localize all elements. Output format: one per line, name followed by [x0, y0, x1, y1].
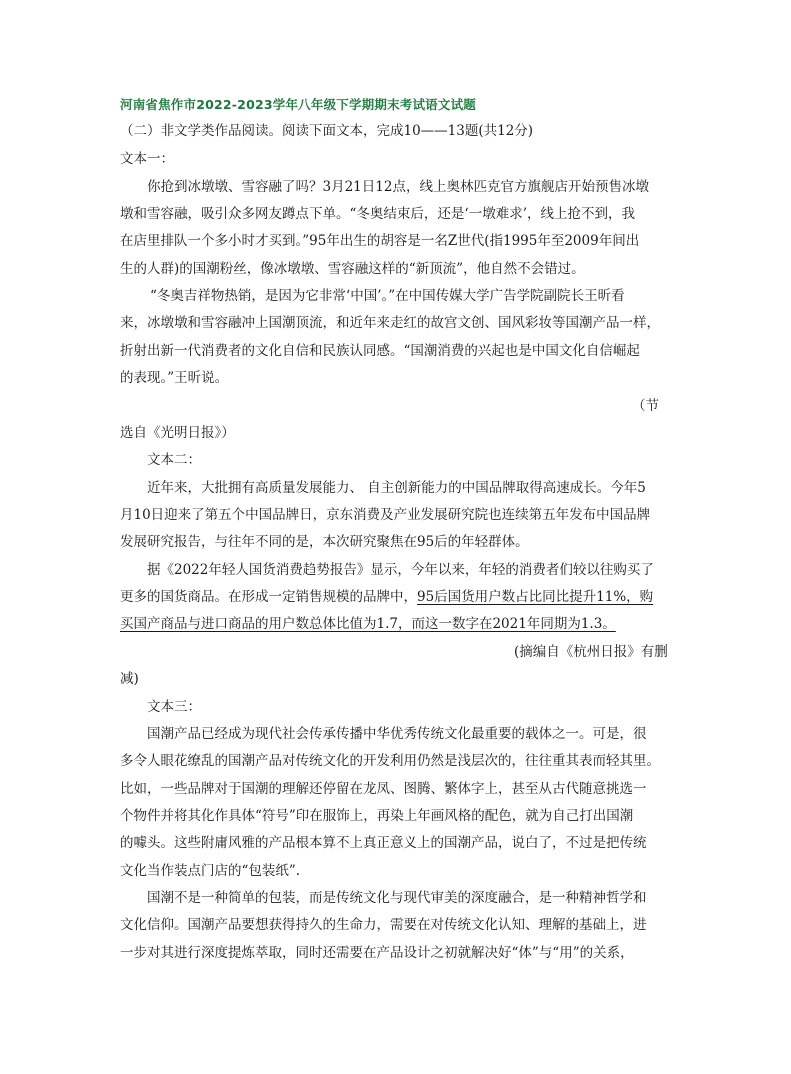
text3-p1-line5: 的噱头。这些附庸风雅的产品根本算不上真正意义上的国潮产品，说白了，不过是把传统: [120, 835, 647, 851]
text2-p1-line3: 发展研究报告，与往年不同的是，本次研究聚焦在95后的年轻群体。: [120, 534, 529, 550]
text2-p2-line2: [120, 587, 653, 607]
text2-source-part2: 减): [120, 671, 139, 687]
text1-p1-line1: 你抢到冰墩墩、雪容融了吗？3月21日12点，线上奥林匹克官方旗舰店开始预售冰墩: [147, 179, 649, 195]
text2-p2-line1: 据《2022年轻人国货消费趋势报告》显示，今年以来，年轻的消费者们较以往购买了: [147, 562, 654, 578]
text2-label: 文本二：: [147, 452, 201, 468]
text1-p2-line2: 来，冰墩墩和雪容融冲上国潮顶流，和近年来走红的故宫文创、国风彩妆等国潮产品一样，: [120, 315, 660, 331]
text2-underlined-statistic: 95后国货用户数占比同比提升11%，购: [417, 589, 654, 605]
text2-p2-line2-plain: 更多的国货商品。在形成一定销售规模的品牌中，: [120, 589, 417, 605]
text2-p1-line2: 月10日迎来了第五个中国品牌日，京东消费及产业发展研究院也连续第五年发布中国品牌: [120, 507, 651, 523]
text3-p1-line1: 国潮产品已经成为现代社会传承传播中华优秀传统文化最重要的载体之一。可是，很: [147, 726, 647, 742]
text2-p2-line3-underlined: 买国产商品与进口商品的用户数总体比值为1.7，而这一数字在2021年同期为1.3。: [120, 616, 616, 632]
page-title: 河南省焦作市2022-2023学年八年级下学期期末考试语文试题: [120, 97, 476, 112]
text1-p1-line4: 生的人群)的国潮粉丝，像冰墩墩、雪容融这样的“新顶流”，他自然不会错过。: [120, 261, 585, 277]
text1-p1-line3: 在店里排队一个多小时才买到。”95年出生的胡容是一名Z世代(指1995年至2009年间出: [120, 233, 640, 249]
text1-source-part2: 选自《光明日报》）: [120, 425, 235, 441]
text1-p2-line1: “冬奥吉祥物热销，是因为它非常‘中国’。”在中国传媒大学广告学院副院长王昕看: [150, 288, 625, 304]
text1-p2-line4: 的表现。”王昕说。: [120, 370, 229, 386]
text2-p1-line1: 近年来，大批拥有高质量发展能力、 自主创新能力的中国品牌取得高速成长。今年5: [147, 480, 646, 496]
text3-p2-line3: 一步对其进行深度提炼萃取，同时还需要在产品设计之初就解决好“体”与“用”的关系，: [120, 945, 634, 961]
text1-p2-line3: 折射出新一代消费者的文化自信和民族认同感。“国潮消费的兴起也是中国文化自信崛起: [120, 343, 640, 359]
text3-p1-line2: 多令人眼花缭乱的国潮产品对传统文化的开发利用仍然是浅层次的，往往重其表而轻其里。: [120, 753, 660, 769]
text1-p1-line2: 墩和雪容融，吸引众多网友蹲点下单。“冬奥结束后，还是‘一墩难求’，线上抢不到，我: [120, 206, 635, 222]
text3-p1-line4: 个物件并将其化作具体“符号”印在服饰上，再染上年画风格的配色，就为自己打出国潮: [120, 808, 634, 824]
text3-p2-line2: 文化信仰。国潮产品要想获得持久的生命力，需要在对传统文化认知、理解的基础上，进: [120, 917, 647, 933]
text1-source-part1: （节: [632, 398, 659, 414]
text1-label: 文本一：: [120, 151, 174, 167]
text3-label: 文本三：: [147, 699, 201, 715]
section-heading: （二）非文学类作品阅读。阅读下面文本，完成10——13题(共12分): [120, 123, 534, 139]
text3-p1-line6: 文化当作装点门店的“包装纸”.: [120, 863, 301, 879]
text3-p2-line1: 国潮不是一种简单的包装，而是传统文化与现代审美的深度融合，是一种精神哲学和: [147, 890, 647, 906]
text2-source-part1: (摘编自《杭州日报》有删: [514, 644, 668, 660]
text3-p1-line3: 比如，一些品牌对于国潮的理解还停留在龙凤、图腾、繁体字上，甚至从古代随意挑选一: [120, 781, 647, 797]
